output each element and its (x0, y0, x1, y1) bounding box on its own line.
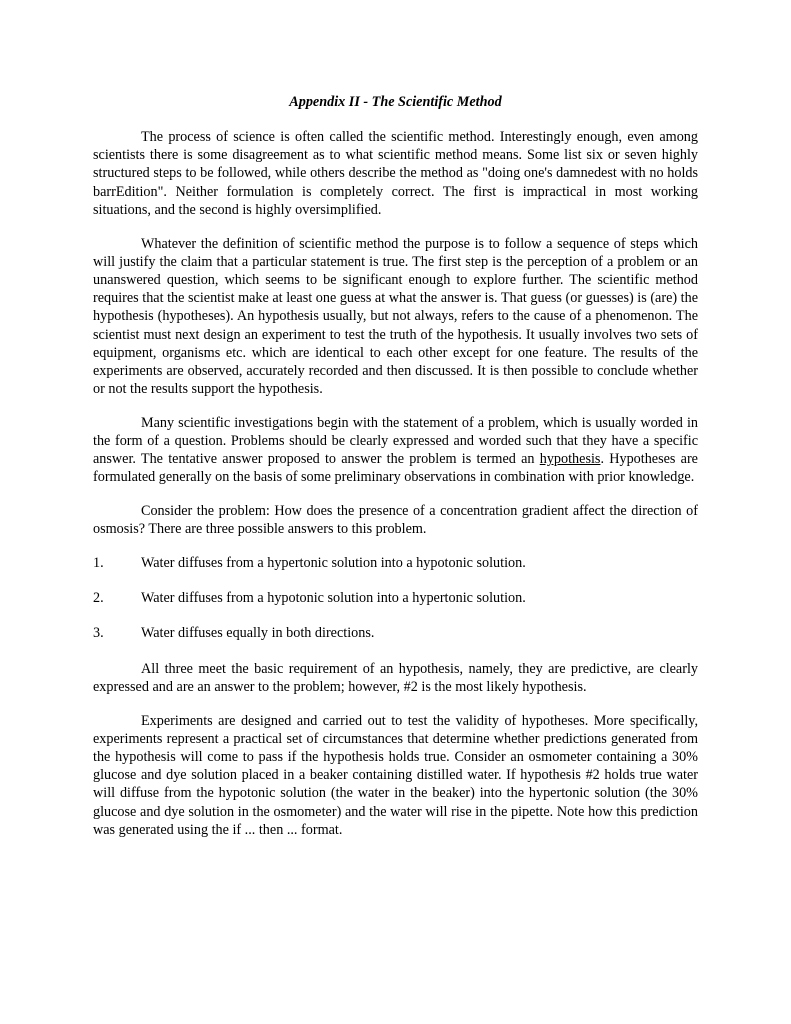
paragraph-requirement: All three meet the basic requirement of an hypothesis, namely, they are predictive, are clearly expressed and are an answer to the problem; however, #2 is the most likely hypothesis. (93, 660, 698, 695)
hypothesis-list (93, 554, 698, 643)
list-item (93, 554, 698, 572)
list-item-text: Water diffuses from a hypotonic solution into a hypertonic solution. (141, 590, 526, 607)
list-item-number: 2. (93, 590, 104, 607)
list-item-number: 3. (93, 625, 104, 642)
list-item-text: Water diffuses equally in both directions. (141, 625, 375, 642)
paragraph-intro: The process of science is often called the scientific method. Interestingly enough, even among scientists there is some disagreement as to what scientific method means. Some list six or seven highly structured steps to be followed, while others describe the method as "doing one's damnedest with no holds barrEdition". Neither formulation is completely correct. The first is impractical in most working situations, and the second is highly oversimplified. (93, 129, 698, 218)
list-item (93, 624, 698, 642)
paragraph-investigations-text-before: Many scientific investigations begin with the statement of a problem, which is usually worded in the form of a question. Problems should be clearly expressed and worded such that they have a specific answer. The tentative answer proposed to answer the problem is termed an (93, 414, 698, 468)
paragraph-definition: Whatever the definition of scientific method the purpose is to follow a sequence of steps which will justify the claim that a particular statement is true. The first step is the perception of a problem or an unanswered question, which seems to be significant enough to explore further. The scientific method requires that the scientist make at least one guess at what the answer is. That guess (or guesses) is (are) the hypothesis (hypotheses). An hypothesis usually, but not always, refers to the cause of a phenomenon. The scientist must next design an experiment to test the truth of the hypothesis. It usually involves two sets of equipment, organisms etc. which are identical to each other except for one feature. The results of the experiments are observed, accurately recorded and then discussed. It is then possible to conclude whether or not the results support the hypothesis. (93, 235, 698, 398)
document-page (93, 93, 698, 855)
paragraph-experiments: Experiments are designed and carried out to test the validity of hypotheses. More specifically, experiments represent a practical set of circumstances that determine whether predictions generated from the hypothesis will come to pass if the hypothesis holds true. Consider an osmometer containing a 30% glucose and dye solution placed in a beaker containing distilled water. If hypothesis #2 holds true water will diffuse from the hypotonic solution (the water in the beaker) into the hypertonic solution (the 30% glucose and dye solution in the osmometer) and the water will rise in the pipette. Note how this prediction was generated using the if ... then ... format. (93, 712, 698, 838)
paragraph-problem: Consider the problem: How does the presence of a concentration gradient affect the direction of osmosis? There are three possible answers to this problem. (93, 503, 698, 538)
underlined-term-hypothesis: hypothesis (539, 451, 601, 468)
paragraph-investigations-text-after: . Hypotheses are formulated generally on the basis of some preliminary observations in combination with prior knowledge. (93, 451, 698, 486)
paragraph-investigations (93, 414, 698, 487)
page-title: Appendix II - The Scientific Method (289, 94, 502, 110)
list-item-number: 1. (93, 555, 104, 572)
list-item-text: Water diffuses from a hypertonic solution into a hypotonic solution. (141, 555, 526, 572)
list-item (93, 589, 698, 607)
